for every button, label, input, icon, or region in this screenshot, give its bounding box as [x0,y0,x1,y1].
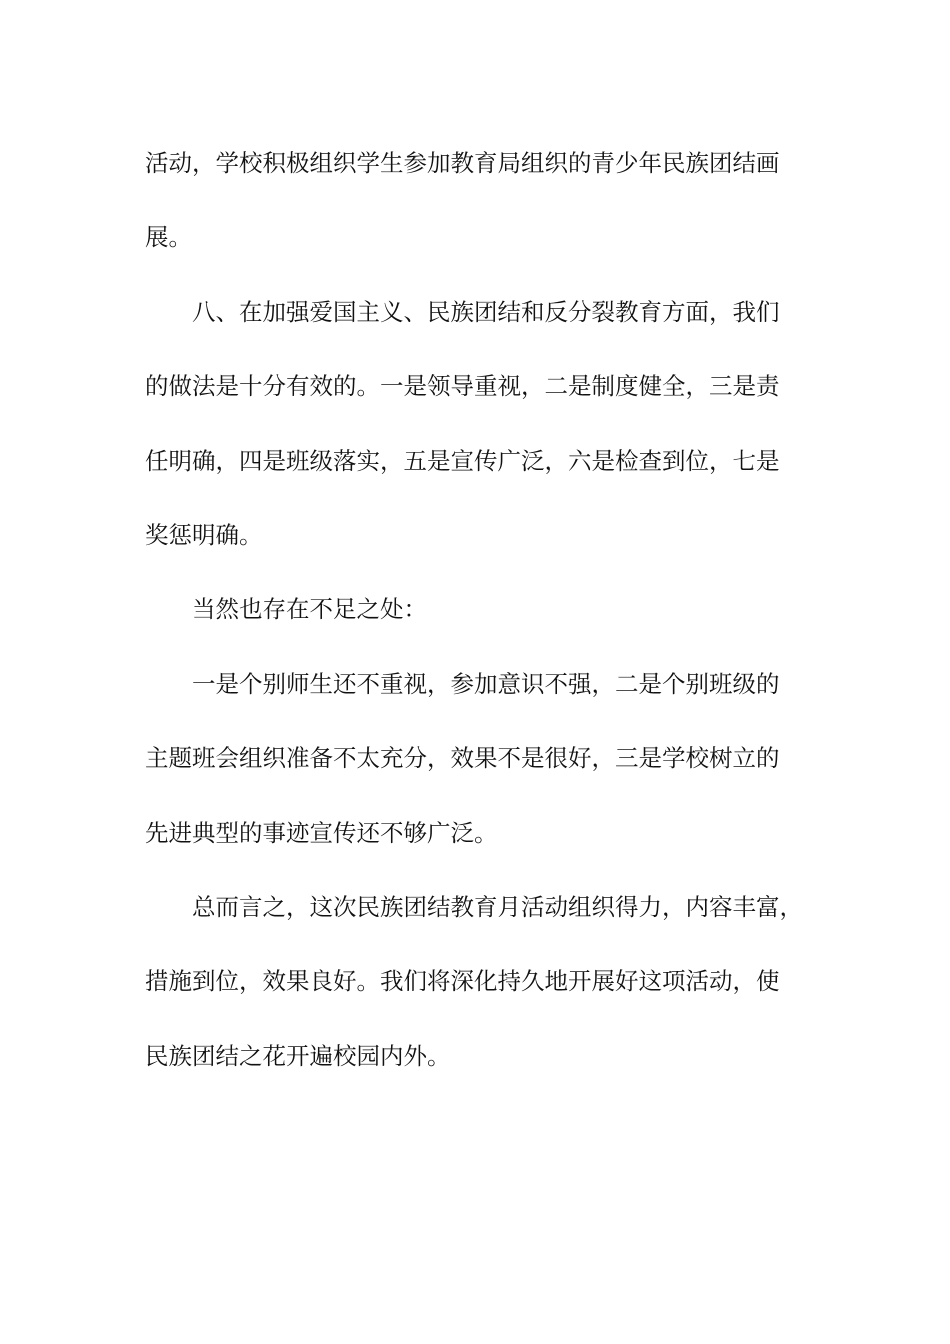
paragraph-start-line: 当然也存在不足之处： [192,595,427,624]
paragraph-start-line: 八、在加强爱国主义、民族团结和反分裂教育方面，我们 [192,297,780,326]
text-line: 展。 [145,223,192,252]
paragraph-start-line: 一是个别师生还不重视，参加意识不强，二是个别班级的 [192,669,780,698]
document-body [145,126,835,1093]
text-line: 措施到位，效果良好。我们将深化持久地开展好这项活动，使 [145,967,780,996]
text-line: 的做法是十分有效的。一是领导重视，二是制度健全，三是责 [145,372,780,401]
paragraph-start-line: 总而言之，这次民族团结教育月活动组织得力，内容丰富， [192,893,803,922]
text-line: 奖惩明确。 [145,521,263,550]
text-line: 民族团结之花开遍校园内外。 [145,1041,451,1070]
text-line: 任明确，四是班级落实，五是宣传广泛，六是检查到位，七是 [145,446,780,475]
text-line: 活动，学校积极组织学生参加教育局组织的青少年民族团结画 [145,149,780,177]
text-line: 先进典型的事迹宣传还不够广泛。 [145,818,498,847]
text-line: 主题班会组织准备不太充分，效果不是很好，三是学校树立的 [145,744,780,773]
